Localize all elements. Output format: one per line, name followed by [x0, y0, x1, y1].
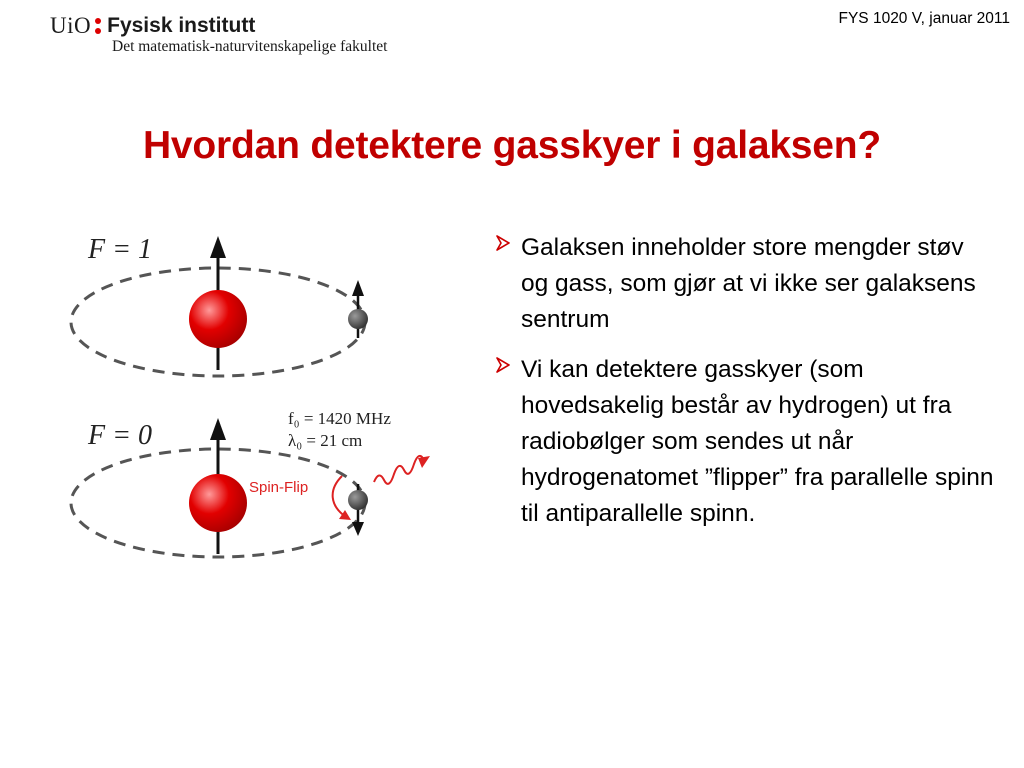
state-label-top: F = 1 — [88, 234, 152, 265]
electron-arrowhead-top — [352, 280, 364, 296]
uio-logo-dots-icon — [95, 18, 101, 34]
chevron-right-icon — [494, 356, 512, 374]
proton-top — [189, 290, 247, 348]
electron-top — [348, 309, 368, 329]
frequency-label: f₀ = 1420 MHz — [288, 409, 391, 428]
faculty-name: Det matematisk-naturvitenskapelige fakultet — [112, 38, 388, 55]
bullet-list — [494, 230, 994, 546]
bullet-text: Vi kan detektere gasskyer (som hovedsakelig består av hydrogen) ut fra radiobølger som sendes ut når hydrogenatomet ”flipper” fra parallelle spinn til antiparallelle spinn. — [521, 356, 994, 527]
institute-name: Fysisk institutt — [107, 14, 256, 37]
uio-logo — [50, 12, 255, 40]
spin-flip-arrow — [333, 476, 346, 517]
wavelength-label: λ₀ = 21 cm — [288, 431, 363, 450]
chevron-right-icon — [494, 234, 512, 252]
spin-flip-figure — [60, 220, 440, 570]
bullet-item — [494, 352, 994, 532]
spin-flip-label: Spin-Flip — [249, 479, 309, 496]
electron-arrowhead-bottom — [352, 522, 364, 536]
state-label-bottom: F = 0 — [88, 420, 152, 451]
course-label: FYS 1020 V, januar 2011 — [838, 10, 1010, 27]
slide-title: Hvordan detektere gasskyer i galaksen? — [142, 124, 882, 167]
radio-wave-photon — [374, 456, 424, 484]
slide-header — [0, 0, 1024, 70]
proton-arrowhead-top — [210, 236, 226, 258]
electron-bottom — [348, 490, 368, 510]
bullet-text: Galaksen inneholder store mengder støv og gass, som gjør at vi ikke ser galaksens sentrum — [521, 234, 976, 333]
bullet-item — [494, 230, 994, 338]
radio-wave-arrowhead — [418, 456, 430, 468]
uio-logo-text: UiO — [50, 13, 92, 38]
proton-arrowhead-bottom — [210, 418, 226, 440]
proton-bottom — [189, 474, 247, 532]
